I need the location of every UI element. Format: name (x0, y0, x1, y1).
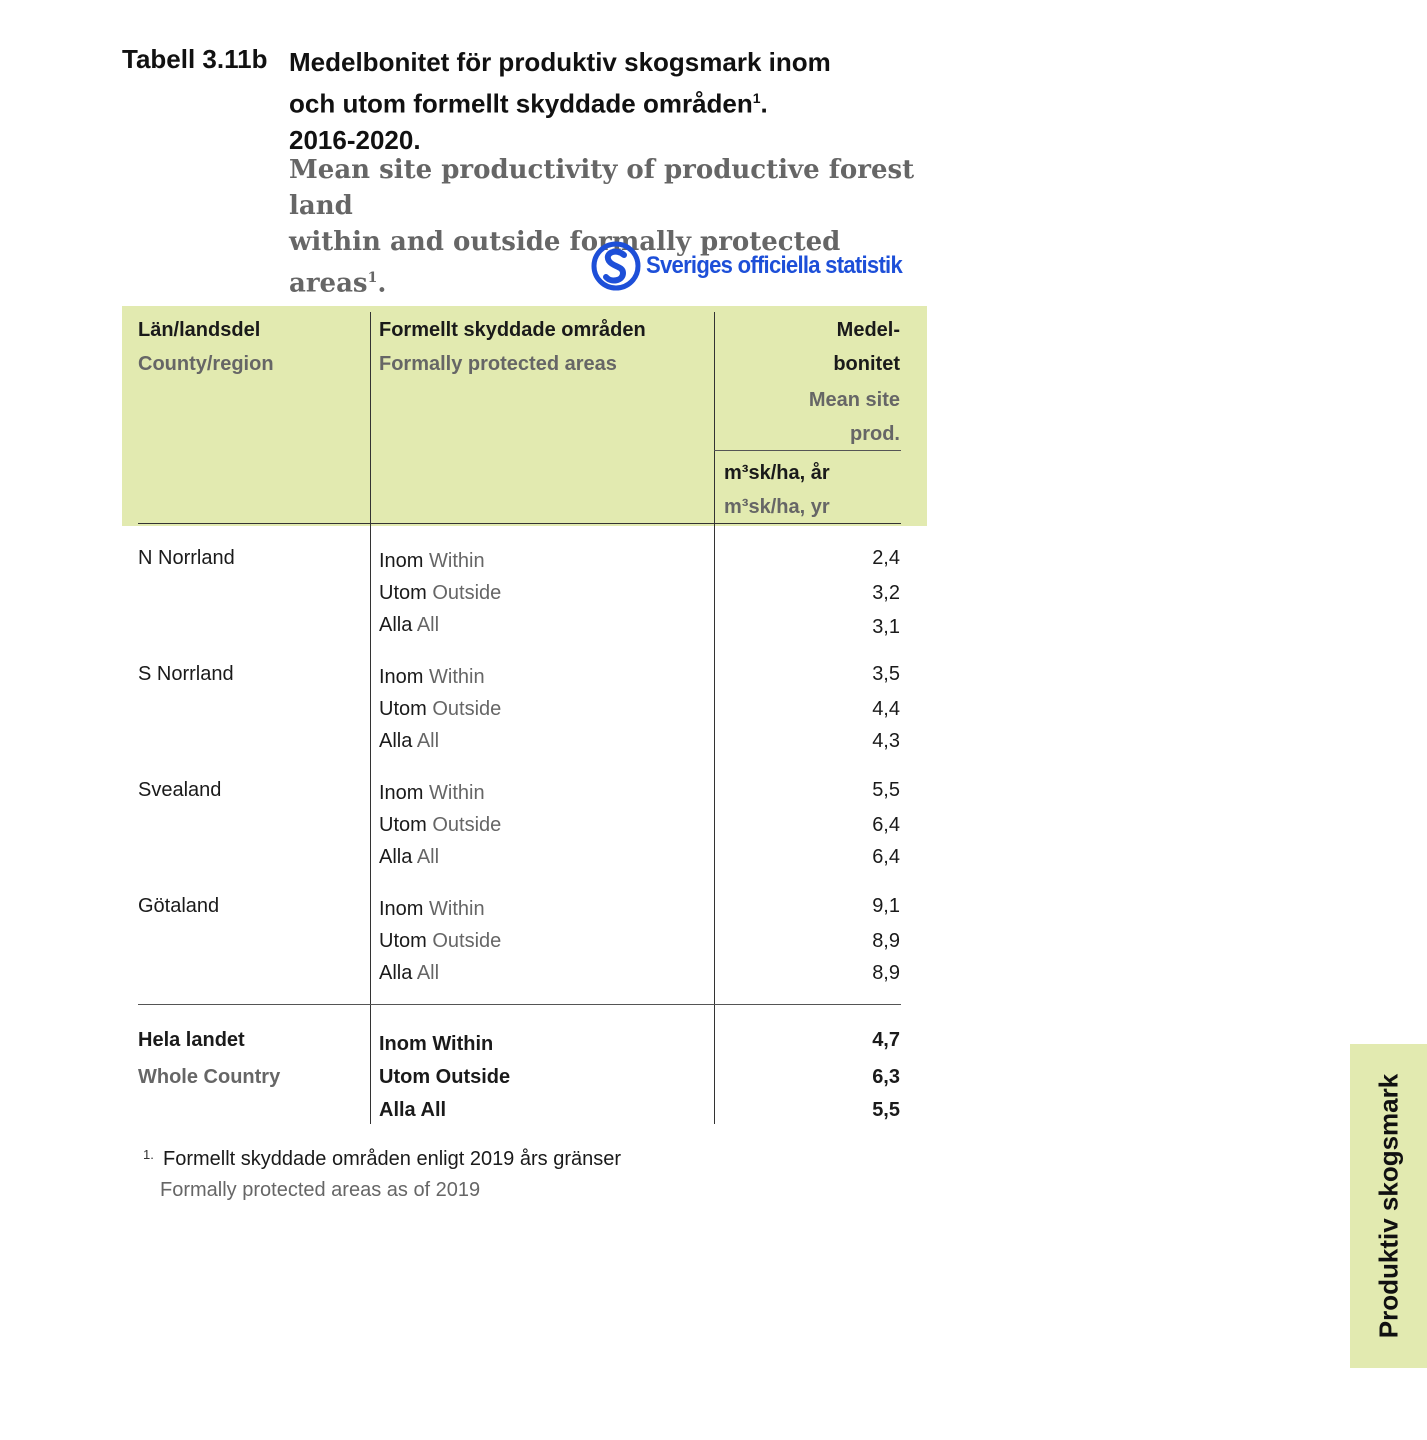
footnote-sv: Formellt skyddade områden enligt 2019 års gränser (163, 1148, 622, 1170)
row-label: Inom Within (379, 898, 485, 920)
row-label: Inom Within (379, 550, 485, 572)
row-label: Alla All (379, 614, 440, 636)
row-label: Alla All (379, 730, 440, 752)
total-row-value: 6,3 (872, 1066, 900, 1088)
sos-logo-text: Sveriges officiella statistik (646, 252, 903, 279)
row-label: Inom Within (379, 666, 485, 688)
total-row-value: 4,7 (872, 1029, 900, 1051)
row-value: 3,1 (872, 616, 900, 638)
total-row-label: Alla All (379, 1099, 447, 1121)
row-value: 6,4 (872, 814, 900, 836)
header-protected-en: Formally protected areas (379, 353, 617, 375)
total-row-label: Utom Outside (379, 1066, 511, 1088)
title-swedish (289, 44, 929, 158)
header-unit-en: m³sk/ha, yr (724, 496, 830, 518)
total-region-sv: Hela landet (138, 1029, 245, 1051)
column-divider-2 (714, 312, 715, 1124)
region-label: N Norrland (138, 547, 235, 569)
region-label: Svealand (138, 779, 222, 801)
row-value: 3,5 (872, 663, 900, 685)
row-value: 2,4 (872, 547, 900, 569)
table-number: Tabell 3.11b (122, 44, 268, 74)
sos-logo (590, 240, 930, 292)
section-side-tab-label: Produktiv skogsmark (1373, 1073, 1403, 1339)
row-value: 6,4 (872, 846, 900, 868)
row-label: Inom Within (379, 782, 485, 804)
title-sv-line2: och utom formellt skyddade områden$^1$. (289, 88, 768, 119)
sos-logo-icon (590, 240, 642, 292)
row-value: 5,5 (872, 779, 900, 801)
region-label: S Norrland (138, 663, 234, 685)
row-label: Utom Outside (379, 814, 502, 836)
row-value: 8,9 (872, 962, 900, 984)
title-en-line1: Mean site productivity of productive forest land (289, 155, 915, 221)
unit-divider (714, 450, 901, 451)
header-value-sv-1: Medel- (836, 319, 900, 341)
header-county-en: County/region (138, 353, 274, 375)
row-value: 4,3 (872, 730, 900, 752)
column-divider-1 (370, 312, 371, 1124)
header-value-en-1: Mean site (808, 389, 900, 411)
title-sv-line1: Medelbonitet för produktiv skogsmark inom (289, 47, 831, 77)
total-top-rule (138, 1004, 901, 1005)
header-value-sv-2: bonitet (833, 353, 900, 375)
total-row-value: 5,5 (872, 1099, 900, 1121)
section-side-tab (1350, 1044, 1427, 1368)
row-label: Utom Outside (379, 582, 502, 604)
row-label: Utom Outside (379, 930, 502, 952)
header-unit-sv: m³sk/ha, år (724, 462, 830, 484)
row-label: Alla All (379, 962, 440, 984)
row-value: 8,9 (872, 930, 900, 952)
row-value: 9,1 (872, 895, 900, 917)
region-label: Götaland (138, 895, 220, 917)
total-row-label: Inom Within (379, 1033, 494, 1055)
header-value-en-2: prod. (850, 423, 900, 445)
title-sv-line3: 2016-2020. (289, 124, 421, 155)
header-county-sv: Län/landsdel (138, 319, 261, 341)
title-en-line2: within and outside formally protected areas$^1$. (289, 227, 841, 299)
row-label: Utom Outside (379, 698, 502, 720)
header-bottom-rule (138, 523, 901, 524)
footnote-mark: 1. (143, 1147, 154, 1162)
footnote-en: Formally protected areas as of 2019 (160, 1179, 481, 1201)
header-protected-sv: Formellt skyddade områden (379, 319, 646, 341)
row-value: 3,2 (872, 582, 900, 604)
total-region-en: Whole Country (138, 1066, 281, 1088)
row-label: Alla All (379, 846, 440, 868)
row-value: 4,4 (872, 698, 900, 720)
